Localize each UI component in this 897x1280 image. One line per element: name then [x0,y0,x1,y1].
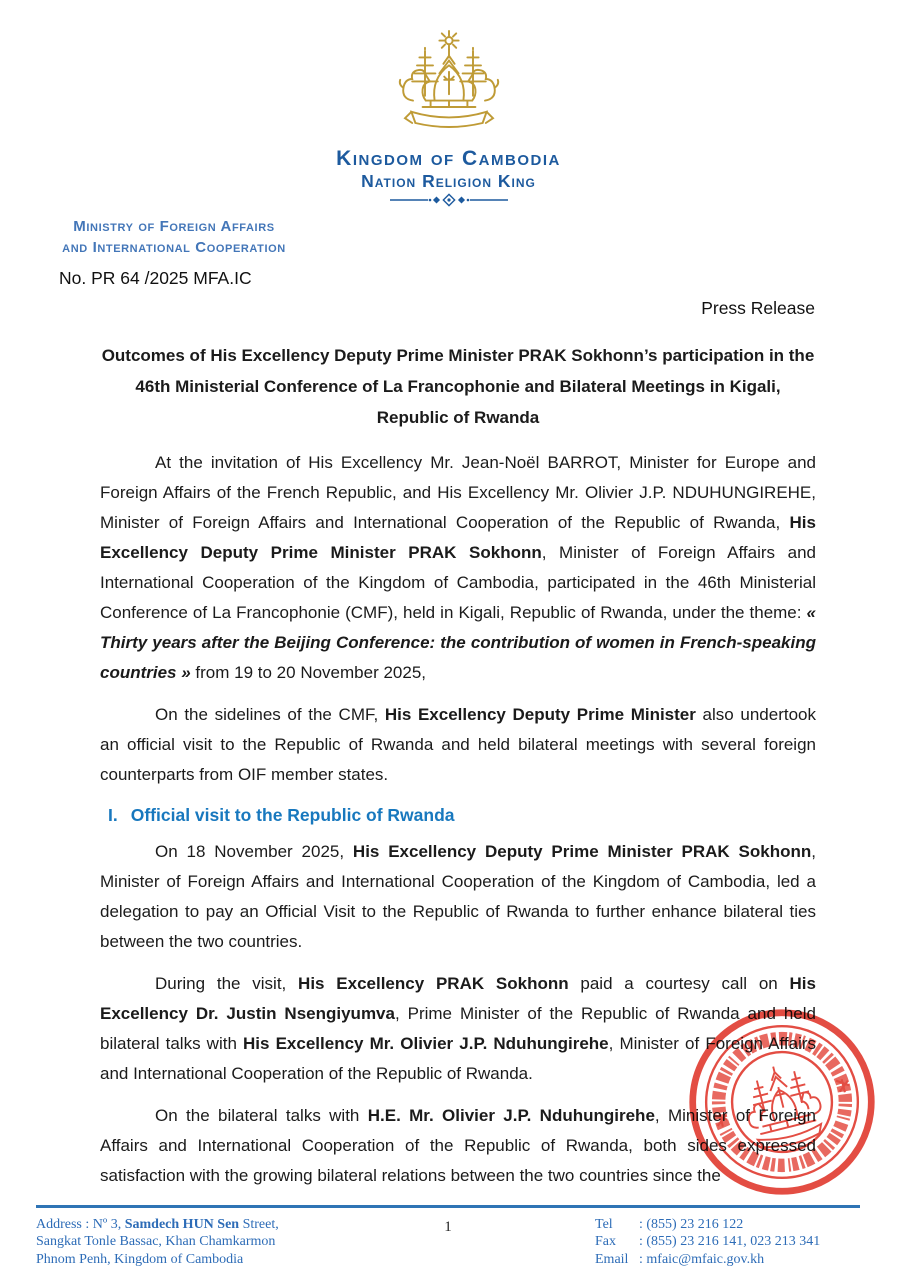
motto-line: Nation Religion King [361,171,536,191]
royal-arms-emblem [389,26,509,148]
kingdom-title: Kingdom of Cambodia [336,147,561,170]
paragraph-5: On the bilateral talks with H.E. Mr. Olivier J.P. Nduhungirehe, Minister of Foreign Affairs and International Cooperation of the Republic of Rwanda, both sides expressed satisfaction with the growing bilateral relations between the two countries since the [100,1106,816,1185]
paragraph-2: On the sidelines of the CMF, His Excellency Deputy Prime Minister also undertook an official visit to the Republic of Rwanda and held bilateral meetings with several foreign counterparts from OIF member states. [100,705,816,784]
document-type-label: Press Release [701,298,815,318]
ministry-name [6,216,342,258]
contact-row-tel [595,1216,860,1234]
email-value: : mfaic@mfaic.gov.kh [639,1251,765,1267]
tel-value: : (855) 23 216 122 [639,1216,744,1232]
document-number: No. PR 64 /2025 MFA.IC [59,268,252,288]
title-line-3: Republic of Rwanda [376,408,540,427]
paragraph-3: On 18 November 2025, His Excellency Deputy Prime Minister PRAK Sokhonn, Minister of Foreign Affairs and International Cooperation of the Kingdom of Cambodia, led a delegation to pay an Official Visit to the Republic of Rwanda to further enhance bilateral ties between the two countries. [100,842,816,951]
ornament-divider-icon [388,193,510,207]
fax-value: : (855) 23 216 141, 023 213 341 [639,1234,821,1249]
document-body [100,340,816,1203]
contact-row-email [595,1251,860,1269]
fax-label: Fax [595,1234,616,1249]
press-release-title [100,340,816,433]
footer-contacts [595,1216,860,1269]
address-line-3: Phnom Penh, Kingdom of Cambodia [36,1251,244,1267]
title-line-1: Outcomes of His Excellency Deputy Prime Minister PRAK Sokhonn’s participation in the [101,346,815,365]
ministry-line-1: Ministry of Foreign Affairs [73,218,275,235]
paragraph-1: At the invitation of His Excellency Mr. Jean-Noël BARROT, Minister for Europe and Foreign Affairs of the French Republic, and His Excellency Mr. Olivier J.P. NDUHUNGIREHE, Minister of Foreign Affairs and International Cooperation of the Republic of Rwanda, His Excellency Deputy Prime Minister PRAK Sokhonn, Minister of Foreign Affairs and International Cooperation of the Kingdom of Cambodia, participated in the 46th Ministerial Conference of La Francophonie (CMF), held in Kigali, Republic of Rwanda, under the theme: « Thirty years after the Beijing Conference: the contribution of women in French-speaking countries » from 19 to 20 November 2025, [100,453,816,682]
section-1-number: I. [108,805,118,825]
footer-address [36,1216,366,1269]
paragraph-4: During the visit, His Excellency PRAK Sokhonn paid a courtesy call on His Excellency Dr. Justin Nsengiyumva, Prime Minister of the Republic of Rwanda and held bilateral talks with His Excellency Mr. Olivier J.P. Nduhungirehe, Minister of Foreign Affairs and International Cooperation of the Republic of Rwanda. [100,974,817,1083]
address-line-1: Address : Nº 3, Samdech HUN Sen Street, [36,1216,279,1232]
address-line-2: Sangkat Tonle Bassac, Khan Chamkarmon [36,1234,276,1249]
email-label: Email [595,1251,629,1267]
tel-label: Tel [595,1216,613,1232]
contact-row-fax [595,1233,860,1251]
page-number: 1 [444,1218,452,1235]
title-line-2: 46th Ministerial Conference of La Francophonie and Bilateral Meetings in Kigali, [135,377,781,396]
ministry-line-2: and International Cooperation [62,239,286,256]
page-footer [36,1205,860,1269]
section-1-heading [108,802,816,828]
section-1-heading-text: Official visit to the Republic of Rwanda [130,805,455,825]
